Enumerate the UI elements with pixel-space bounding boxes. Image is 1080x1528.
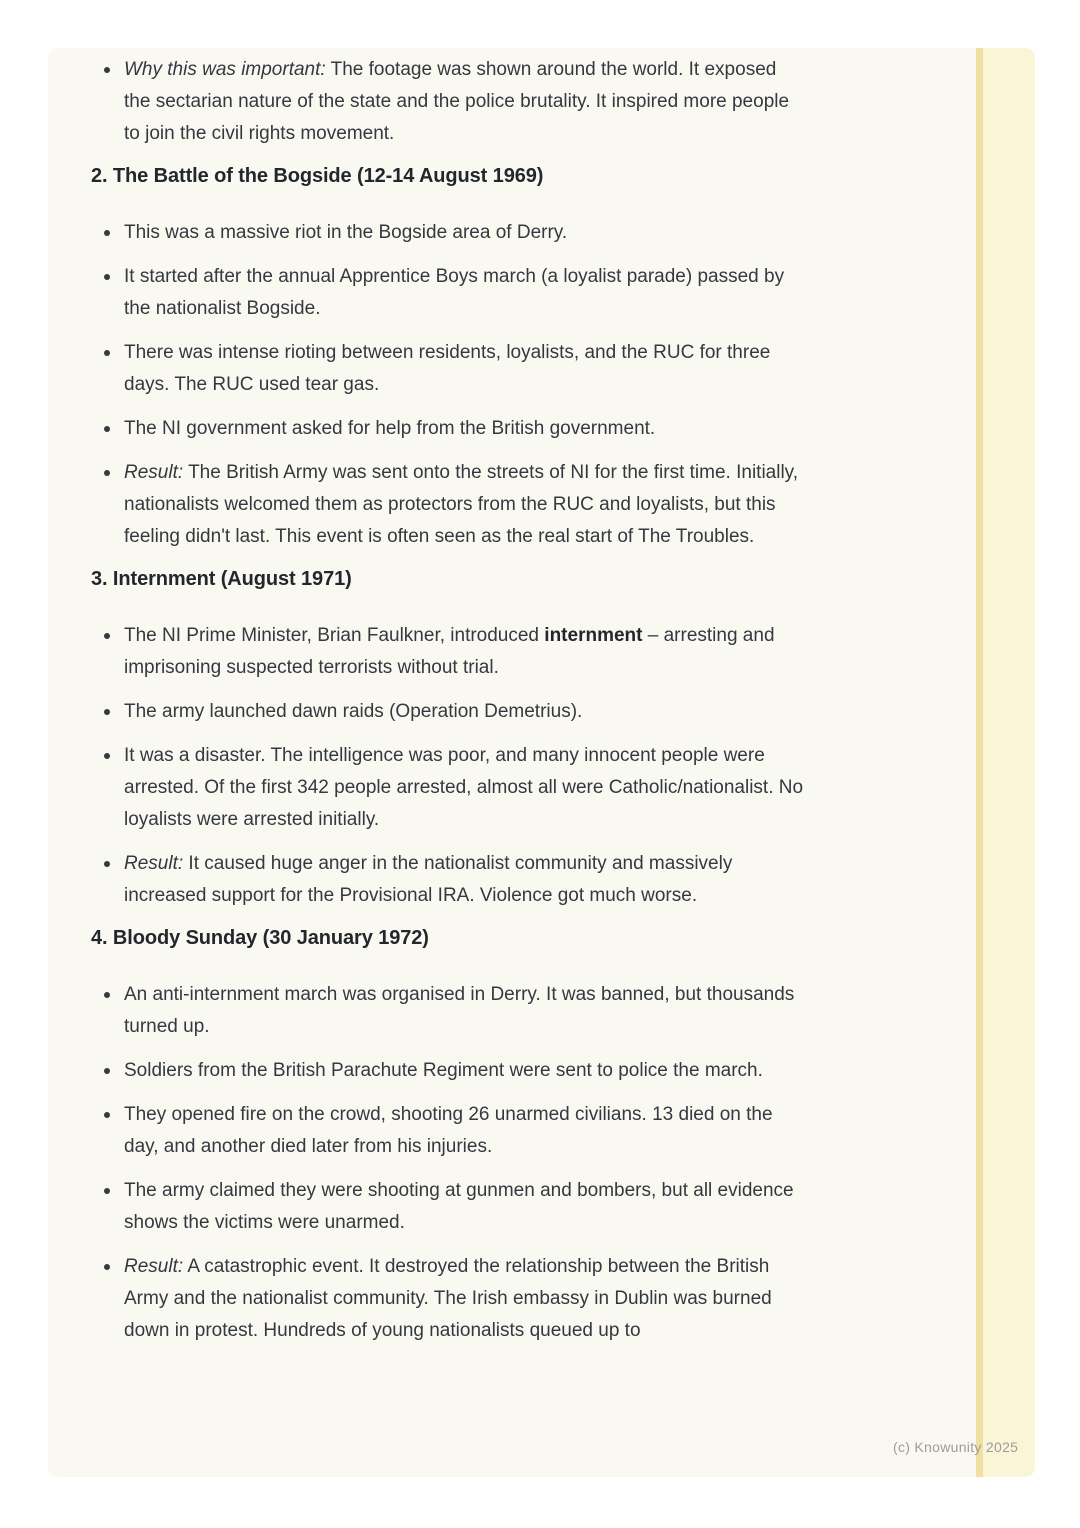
bullet-text: The NI government asked for help from the British government. (124, 418, 656, 439)
bullet-text: The British Army was sent onto the streets of NI for the first time. Initially, nationalists welcomed them as protectors from the RUC and loyalists, but this feeling didn't last. This event is often seen as the real start of The Troubles. (124, 462, 799, 547)
bullet-italic-prefix: Why this was important: (124, 59, 326, 80)
bullet-item (124, 1099, 805, 1163)
bullet-text: This was a massive riot in the Bogside area of Derry. (124, 222, 568, 243)
bullet-text: An anti-internment march was organised in Derry. It was banned, but thousands turned up. (124, 984, 795, 1037)
bullet-item (124, 696, 805, 728)
bullet-item (124, 848, 805, 912)
bullet-text: It caused huge anger in the nationalist community and massively increased support for the Provisional IRA. Violence got much worse. (124, 853, 733, 906)
bullet-list-bloody-sunday (91, 979, 805, 1347)
bullet-item (124, 1055, 805, 1087)
bullet-text: The footage was shown around the world. It exposed the sectarian nature of the state and the police brutality. It inspired more people to join the civil rights movement. (124, 59, 790, 144)
section-heading-internment: 3. Internment (August 1971) (91, 568, 352, 590)
bullet-bold-term: internment (544, 625, 643, 646)
bullet-text: It started after the annual Apprentice Boys march (a loyalist parade) passed by the nationalist Bogside. (124, 266, 785, 319)
bullet-item (124, 1175, 805, 1239)
bullet-text: The army claimed they were shooting at gunmen and bombers, but all evidence shows the victims were unarmed. (124, 1180, 794, 1233)
bullet-item (124, 979, 805, 1043)
bullet-item (124, 457, 805, 553)
bullet-item (124, 620, 805, 684)
bullet-text: There was intense rioting between residents, loyalists, and the RUC for three days. The RUC used tear gas. (124, 342, 771, 395)
bullet-italic-prefix: Result: (124, 853, 184, 874)
bullet-item (124, 261, 805, 325)
bullet-text: It was a disaster. The intelligence was poor, and many innocent people were arrested. Of the first 342 people arrested, almost all were Catholic/nationalist. No loyalists were arrested initially. (124, 745, 804, 830)
section-heading-battle-of-the-bogside: 2. The Battle of the Bogside (12-14 August 1969) (91, 165, 544, 187)
bullet-item (124, 740, 805, 836)
bullet-list-internment (91, 620, 805, 912)
document-content (91, 54, 805, 1359)
bullet-italic-prefix: Result: (124, 1256, 184, 1277)
bullet-text: The army launched dawn raids (Operation Demetrius). (124, 701, 583, 722)
bullet-list-battle-of-the-bogside (91, 217, 805, 553)
bullet-italic-prefix: Result: (124, 462, 184, 483)
bullet-item (124, 413, 805, 445)
bullet-text: They opened fire on the crowd, shooting 26 unarmed civilians. 13 died on the day, and another died later from his injuries. (124, 1104, 773, 1157)
document-page (48, 48, 1035, 1477)
bullet-item (124, 1251, 805, 1347)
section-heading-bloody-sunday: 4. Bloody Sunday (30 January 1972) (91, 927, 429, 949)
bullet-list-intro (91, 54, 805, 150)
bullet-text: The NI Prime Minister, Brian Faulkner, introduced (124, 625, 545, 646)
copyright-watermark: (c) Knowunity 2025 (893, 1439, 1019, 1455)
bullet-item (124, 337, 805, 401)
bullet-text: A catastrophic event. It destroyed the relationship between the British Army and the nationalist community. The Irish embassy in Dublin was burned down in protest. Hundreds of young nationalists queued up to (124, 1256, 772, 1341)
bullet-item (124, 217, 805, 249)
page-edge-stripe (976, 48, 1035, 1477)
bullet-text: Soldiers from the British Parachute Regiment were sent to police the march. (124, 1060, 763, 1081)
bullet-item (124, 54, 805, 150)
bullet-text: – arresting and imprisoning suspected terrorists without trial. (124, 625, 775, 678)
